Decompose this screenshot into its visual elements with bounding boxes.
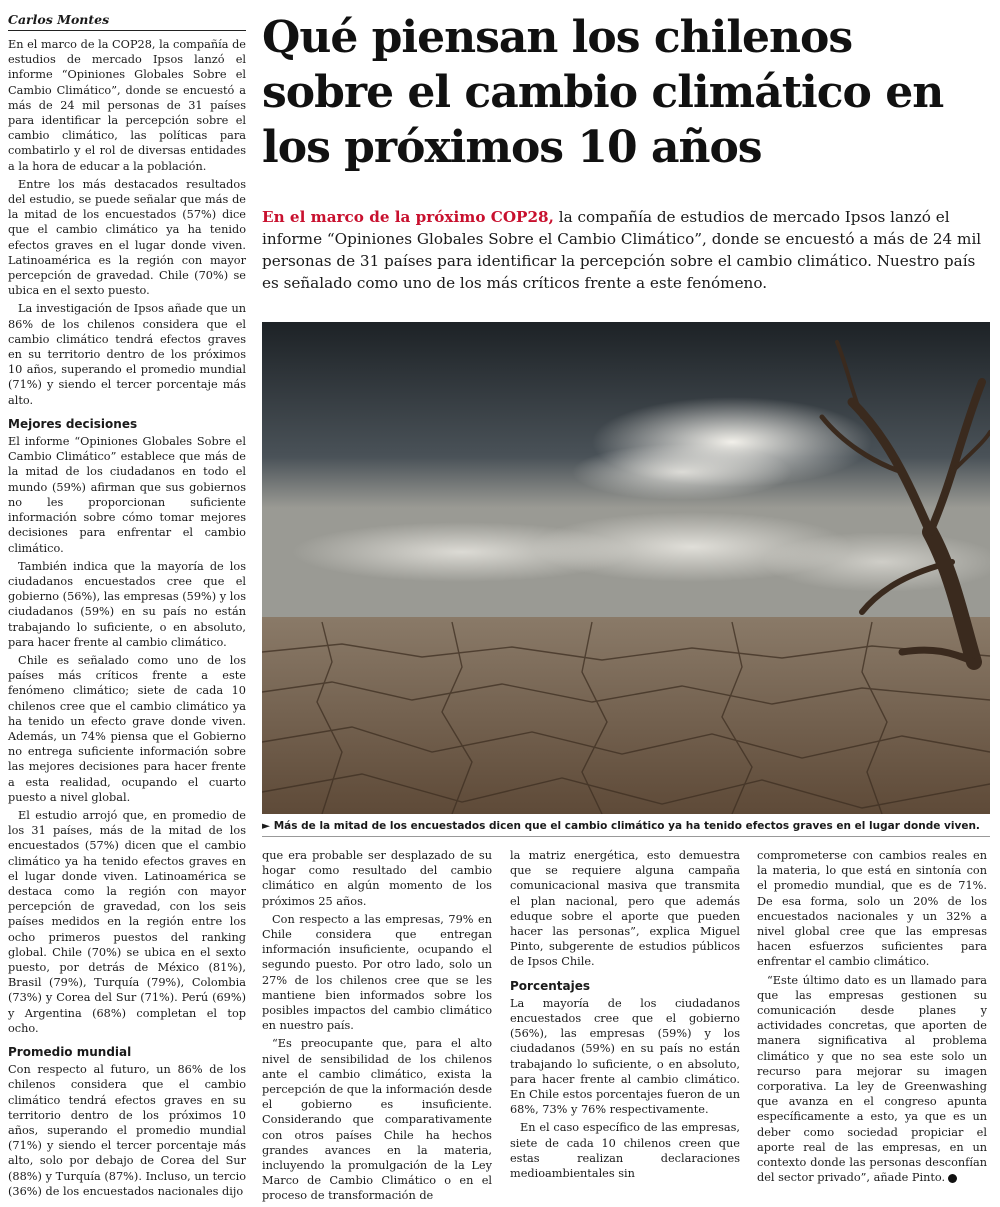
paragraph: En el marco de la COP28, la compañía de estudios de mercado Ipsos lanzó el informe “Opiniones Globales Sobre el Cambio Climático”, donde se encuestó a más de 24 mil personas de 31 países para identificar la percepción sobre el cambio climático, las políticas para combatirlo y el rol de diversas entidades a la hora de educar a la población. — [8, 38, 246, 173]
paragraph: la matriz energética, esto demuestra que se requiere alguna campaña comunicacional masiva que transmita el plan nacional, pero que además eduque sobre el aporte que pueden hacer las personas”, explica Miguel Pinto, subgerente de estudios públicos de Ipsos Chile. — [510, 849, 740, 969]
paragraph: Chile es señalado como uno de los países más críticos frente a este fenómeno climático; siete de cada 10 chilenos cree que el cambio climático ya ha tenido un efecto grave donde viven. Además, un 74% piensa que el Gobierno no entrega suficiente información sobre las mejores decisiones para hacer frente a esta realidad, ocupando el cuarto puesto a nivel global. — [8, 653, 246, 804]
paragraph: Con respecto a las empresas, 79% en Chile considera que entregan información insuficiente, ocupando el segundo puesto. Por otro lado, solo un 27% de los chilenos cree que se les mantiene bien informados sobre los posibles impactos del cambio climático en nuestro país. — [262, 912, 492, 1033]
column-3 — [510, 848, 740, 1184]
subheading-porcentajes: Porcentajes — [510, 978, 590, 993]
paragraph: El estudio arrojó que, en promedio de los 31 países, más de la mitad de los encuestados (57%) dicen que el cambio climático ya ha tenido efectos graves en el lugar donde viven. Latinoamérica se destaca como la región con mayor percepción de gravedad, con los seis países medidos en la región entre los ocho primeros puestos del ranking global. Chile (70%) se ubica en el sexto puesto, por detrás de México (81%), Brasil (79%), Turquía (79%), Colombia (73%) y Corea del Sur (71%). Perú (69%) y Argentina (68%) completan el top ocho. — [8, 808, 246, 1035]
lead-highlight: En el marco de la próximo COP28, — [262, 208, 554, 226]
lead-paragraph — [262, 206, 984, 294]
paragraph: “Es preocupante que, para el alto nivel de sensibilidad de los chilenos ante el cambio climático, exista la percepción de que la información desde el gobierno es insuficiente. Considerando que comparativamente con otros países Chile ha hechos grandes avances en la materia, incluyendo la promulgación de la Ley Marco de Cambio Climático o en el proceso de transformación de — [262, 1037, 492, 1203]
subheading-promedio-mundial: Promedio mundial — [8, 1045, 132, 1059]
column-4 — [757, 848, 987, 1188]
paragraph: El informe “Opiniones Globales Sobre el Cambio Climático” establece que más de la mitad de los ciudadanos en todo el mundo (59%) afirman que sus gobiernos no les proporcionan suficiente información sobre cómo tomar mejores decisiones para enfrentar el cambio climático. — [8, 435, 246, 555]
cracked-earth-photo — [262, 322, 990, 814]
paragraph: Con respecto al futuro, un 86% de los chilenos considera que el cambio climático tendrá efectos graves en su territorio dentro de los próximos 10 años, superando el promedio mundial (71%) y siendo el tercer porcentaje más alto, solo por debajo de Corea del Sur (88%) y Turquía (87%). Incluso, un tercio (36%) de los encuestados nacionales dijo — [8, 1063, 246, 1198]
cracked-earth-photo-illustration — [262, 322, 990, 814]
paragraph: En el caso específico de las empresas, siete de cada 10 chilenos creen que estas realizan declaraciones medioambientales sin — [510, 1121, 740, 1181]
left-column — [8, 12, 246, 1202]
lead-text: la compañía de estudios de mercado Ipsos lanzó el informe “Opiniones Globales Sobre el Cambio Climático”, donde se encuestó a más de 24 mil personas de 31 países para identificar la percepción sobre el cambio climático. Nuestro país es señalado como uno de los más críticos frente a este fenómeno. — [262, 208, 982, 292]
paragraph: También indica que la mayoría de los ciudadanos encuestados cree que el gobierno (56%), las empresas (59%) y los ciudadanos (59%) en su país no están trabajando lo suficiente, o en absoluto, para hacer frente al cambio climático. — [8, 559, 246, 649]
photo-caption: ► Más de la mitad de los encuestados dicen que el cambio climático ya ha tenido efectos graves en el lugar donde viven. — [262, 820, 990, 837]
paragraph: comprometerse con cambios reales en la materia, lo que está en sintonía con el promedio mundial, que es de 71%. De esa forma, solo un 20% de los encuestados nacionales y un 32% a nivel global cree que las empresas hacen esfuerzos suficientes para enfrentar el cambio climático. — [757, 849, 987, 969]
column-2 — [262, 848, 492, 1207]
author-byline: Carlos Montes — [8, 12, 246, 31]
paragraph-final — [757, 973, 987, 1186]
final-text: “Este último dato es un llamado para que las empresas gestionen su comunicación desde planes y actividades concretas, que aporten de manera significativa al problema climático y que no sea este solo un recurso para mejorar su imagen corporativa. La ley de Greenwashing que avanza en el congreso apunta específicamente a esto, ya que es un deber como sociedad propiciar el aporte real de las empresas, en un contexto donde las personas desconfían del sector privado”, añade Pinto. — [757, 973, 987, 1185]
paragraph: La investigación de Ipsos añade que un 86% de los chilenos considera que el cambio climático tendrá efectos graves en su territorio dentro de los próximos 10 años, superando el promedio mundial (71%) y siendo el tercer porcentaje más alto. — [8, 302, 246, 407]
left-column-body — [8, 37, 246, 1199]
headline: Qué piensan los chilenos sobre el cambio climático en los próximos 10 años — [262, 12, 944, 173]
paragraph: que era probable ser desplazado de su hogar como resultado del cambio climático en algún momento de los próximos 25 años. — [262, 849, 492, 908]
subheading-mejores-decisiones: Mejores decisiones — [8, 416, 138, 431]
paragraph: La mayoría de los ciudadanos encuestados cree que el gobierno (56%), las empresas (59%) y los ciudadanos (59%) en su país no están trabajando lo suficiente, o en absoluto, para hacer frente al cambio climático. En Chile estos porcentajes fueron de un 68%, 73% y 76% respectivamente. — [510, 996, 740, 1117]
end-mark-icon — [948, 1174, 957, 1183]
paragraph: Entre los más destacados resultados del estudio, se puede señalar que más de la mitad de los encuestados (57%) dice que el cambio climático ya ha tenido efectos graves en el lugar donde viven. Latinoamérica es la región con mayor percepción de gravedad. Chile (70%) se ubica en el sexto puesto. — [8, 177, 246, 298]
